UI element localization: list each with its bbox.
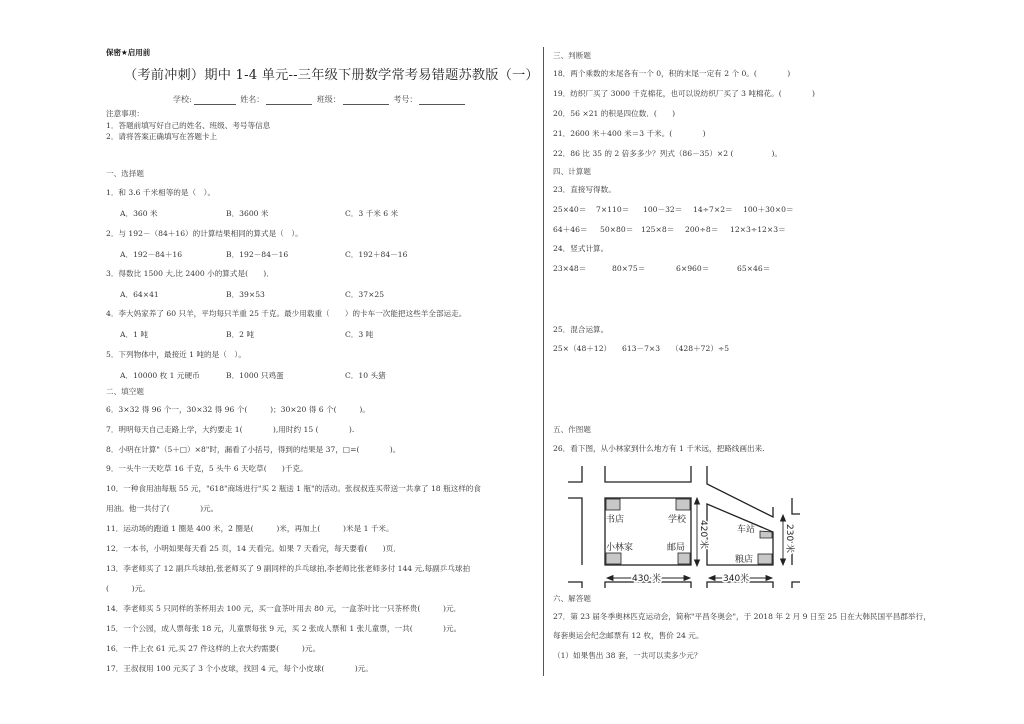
question-6: 6．3×32 得 96 个一，30×32 得 96 个( )；30×20 得 6 个( )。 bbox=[106, 405, 370, 414]
column-divider bbox=[543, 47, 544, 676]
label-dist-420: 420 米 bbox=[698, 520, 708, 550]
option-b[interactable]: B．3600 米 bbox=[226, 209, 269, 218]
grain-store-building bbox=[758, 554, 772, 564]
school-blank[interactable] bbox=[194, 95, 236, 105]
calc-item: 80×75＝ bbox=[612, 264, 646, 273]
question-5: 5．下列物体中，最接近 1 吨的是（ ）。 bbox=[106, 350, 246, 359]
question-17: 17．王叔叔用 100 元买了 3 个小皮球，找回 4 元，每个小皮球( )元。 bbox=[106, 664, 373, 673]
calc-item: 613－7×3 bbox=[622, 344, 661, 353]
section-heading-judge: 三、判断题 bbox=[553, 51, 591, 60]
notice-item: 1．答题前填写好自己的姓名、班级、考号等信息 bbox=[106, 121, 271, 130]
school-building bbox=[676, 499, 690, 510]
calc-item: 12×3÷12×3＝ bbox=[730, 225, 786, 234]
question-10-cont: 用油。他一共付了( )元。 bbox=[106, 504, 219, 513]
exam-no-label: 考号： bbox=[393, 95, 418, 104]
calc-item: 65×46＝ bbox=[737, 264, 771, 273]
option-c[interactable]: C．3 吨 bbox=[345, 330, 374, 339]
question-23: 23．直接写得数。 bbox=[553, 185, 616, 194]
calc-item: 23×48＝ bbox=[553, 264, 587, 273]
question-15: 15．一个公园，成人票每张 18 元，儿童票每张 9 元，买 2 张成人票和 1 张儿童票，一共( )元。 bbox=[106, 624, 462, 633]
question-13-cont: ( )元。 bbox=[106, 584, 150, 593]
question-27: 27．第 23 届冬季奥林匹克运动会，简称"平昌冬奥会"，于 2018 年 2 月 9 日至 25 日在大韩民国平昌郡举行， bbox=[553, 612, 931, 621]
calc-item: 6×960＝ bbox=[676, 264, 710, 273]
section-heading-calc: 四、计算题 bbox=[553, 167, 591, 176]
question-27-sub-1: （1）如果售出 38 套，一共可以卖多少元？ bbox=[553, 651, 702, 660]
option-c[interactable]: C．37×25 bbox=[345, 290, 385, 299]
exam-title: （考前冲刺）期中 1-4 单元--三年级下册数学常考易错题苏教版（一） bbox=[124, 68, 539, 83]
street-edge bbox=[568, 498, 582, 565]
label-bookstore: 书店 bbox=[606, 515, 625, 525]
question-19: 19．纺织厂买了 3000 千克棉花，也可以说纺织厂买了 3 吨棉花。( ) bbox=[553, 89, 816, 98]
label-dist-230: 230 米 bbox=[784, 524, 794, 554]
calc-item: 25×（48＋12） bbox=[553, 344, 612, 353]
option-a[interactable]: A．64×41 bbox=[120, 290, 159, 299]
calc-item: 100－32＝ bbox=[643, 205, 683, 214]
option-a[interactable]: A．192－84＋16 bbox=[120, 250, 183, 259]
home-building bbox=[606, 553, 621, 564]
calc-item: （428＋72）÷5 bbox=[671, 344, 730, 353]
option-a[interactable]: A．1 吨 bbox=[120, 330, 148, 339]
question-24: 24．竖式计算。 bbox=[553, 244, 609, 253]
station-building bbox=[760, 531, 772, 538]
question-18: 18．两个乘数的末尾各有一个 0，积的末尾一定有 2 个 0。( ) bbox=[553, 69, 791, 78]
calc-item: 200÷8＝ bbox=[685, 225, 719, 234]
section-heading-fill: 二、填空题 bbox=[106, 387, 144, 396]
question-8: 8．小明在计算"（5＋□）×8"时，漏看了小括号，得到的结果是 37，□=( )。 bbox=[106, 445, 401, 454]
section-heading-choice: 一、选择题 bbox=[106, 169, 144, 178]
option-c[interactable]: C．3 千米 6 米 bbox=[345, 209, 399, 218]
label-grain-store: 粮店 bbox=[735, 555, 754, 565]
option-b[interactable]: B．39×53 bbox=[226, 290, 265, 299]
name-label: 姓名： bbox=[240, 95, 265, 104]
question-9: 9．一头牛一天吃草 16 千克，5 头牛 6 天吃草( )千克。 bbox=[106, 464, 308, 473]
question-10: 10．一种食用油每瓶 55 元，"618"商场进行"买 2 瓶送 1 瓶"的活动。张叔叔连买带送一共拿了 18 瓶这样的食 bbox=[106, 484, 481, 493]
school-label: 学校: bbox=[173, 95, 192, 104]
question-12: 12．一本书，小明如果每天看 25 页，14 天看完。如果 7 天看完，每天要看( )页． bbox=[106, 544, 401, 553]
question-25: 25．混合运算。 bbox=[553, 325, 609, 334]
student-info-row bbox=[173, 94, 467, 105]
calc-item: 125×8＝ bbox=[641, 225, 675, 234]
calc-item: 64＋46＝ bbox=[553, 225, 588, 234]
section-heading-answer: 六、解答题 bbox=[553, 594, 591, 603]
exam-no-blank[interactable] bbox=[419, 95, 465, 105]
question-1: 1．和 3.6 千米相等的是（ ）。 bbox=[106, 188, 216, 197]
notice-item: 2．请将答案正确填写在答题卡上 bbox=[106, 132, 218, 141]
question-4: 4．李大妈家养了 60 只羊，平均每只羊重 25 千克。最少用载重（ ）的卡车一次能把这些羊全部运走。 bbox=[106, 309, 467, 318]
question-13: 13．李老师买了 12 副乒乓球拍,张老师买了 9 副同样的乒乓球拍,李老师比张老师多付 144 元,每副乒乓球拍 bbox=[106, 564, 471, 573]
label-school: 学校 bbox=[668, 515, 687, 525]
label-home: 小林家 bbox=[606, 543, 634, 553]
calc-item: 7×110＝ bbox=[596, 205, 630, 214]
option-b[interactable]: B．2 吨 bbox=[226, 330, 255, 339]
label-station: 车站 bbox=[737, 525, 756, 535]
question-14: 14．李老师买 5 只同样的茶杯用去 100 元，买一盒茶叶用去 80 元，一盒茶叶比一只茶杯贵( )元． bbox=[106, 604, 462, 613]
option-c[interactable]: C．192＋84－16 bbox=[345, 250, 408, 259]
option-c[interactable]: C．10 头猪 bbox=[345, 371, 386, 380]
confidential-label: 保密★启用前 bbox=[106, 48, 151, 57]
question-3: 3．得数比 1500 大,比 2400 小的算式是( )． bbox=[106, 269, 274, 278]
calc-item: 100＋30×0＝ bbox=[743, 205, 794, 214]
question-26: 26．看下图，从小林家到什么地方有 1 千米远，把路线画出来. bbox=[553, 444, 765, 453]
question-21: 21．2600 米＋400 米＝3 千米。( ) bbox=[553, 129, 706, 138]
calc-item: 14÷7×2＝ bbox=[693, 205, 733, 214]
question-20: 20．56 ×21 的积是四位数．( ) bbox=[553, 109, 676, 118]
question-16: 16．一件上衣 61 元,买 27 件这样的上衣大约需要( )元。 bbox=[106, 644, 321, 653]
class-blank[interactable] bbox=[343, 95, 389, 105]
label-dist-430: 430 米 bbox=[632, 574, 662, 584]
option-b[interactable]: B．192－84－16 bbox=[226, 250, 289, 259]
street-edge bbox=[568, 466, 582, 482]
option-a[interactable]: A．360 米 bbox=[120, 209, 158, 218]
post-office-building bbox=[678, 553, 690, 564]
route-map-diagram[interactable] bbox=[560, 462, 800, 592]
question-2: 2．与 192－（84＋16）的计算结果相同的算式是（ ）。 bbox=[106, 229, 303, 238]
question-11: 11．运动场的跑道 1 圈是 400 米，2 圈是( )米，再加上( )米是 1 千米。 bbox=[106, 524, 394, 533]
option-a[interactable]: A．10000 枚 1 元硬币 bbox=[120, 371, 200, 380]
label-post-office: 邮局 bbox=[667, 543, 686, 553]
calc-item: 50×80＝ bbox=[600, 225, 634, 234]
question-22: 22．86 比 35 的 2 倍多多少？列式（86－35）×2 ( )。 bbox=[553, 149, 783, 158]
section-heading-drawing: 五、作图题 bbox=[553, 425, 591, 434]
bookstore-building bbox=[606, 499, 620, 510]
label-dist-340: 340米 bbox=[723, 574, 750, 584]
question-7: 7．明明每天自己走路上学，大约要走 1( ),用时约 15 ( ). bbox=[106, 425, 355, 434]
name-blank[interactable] bbox=[266, 95, 312, 105]
calc-item: 25×40＝ bbox=[553, 205, 587, 214]
option-b[interactable]: B．1000 只鸡蛋 bbox=[226, 371, 284, 380]
class-label: 班级： bbox=[316, 95, 341, 104]
question-27-cont: 每套奥运会纪念邮票有 12 枚，售价 24 元。 bbox=[553, 631, 704, 640]
notice-title: 注意事项： bbox=[106, 109, 144, 118]
